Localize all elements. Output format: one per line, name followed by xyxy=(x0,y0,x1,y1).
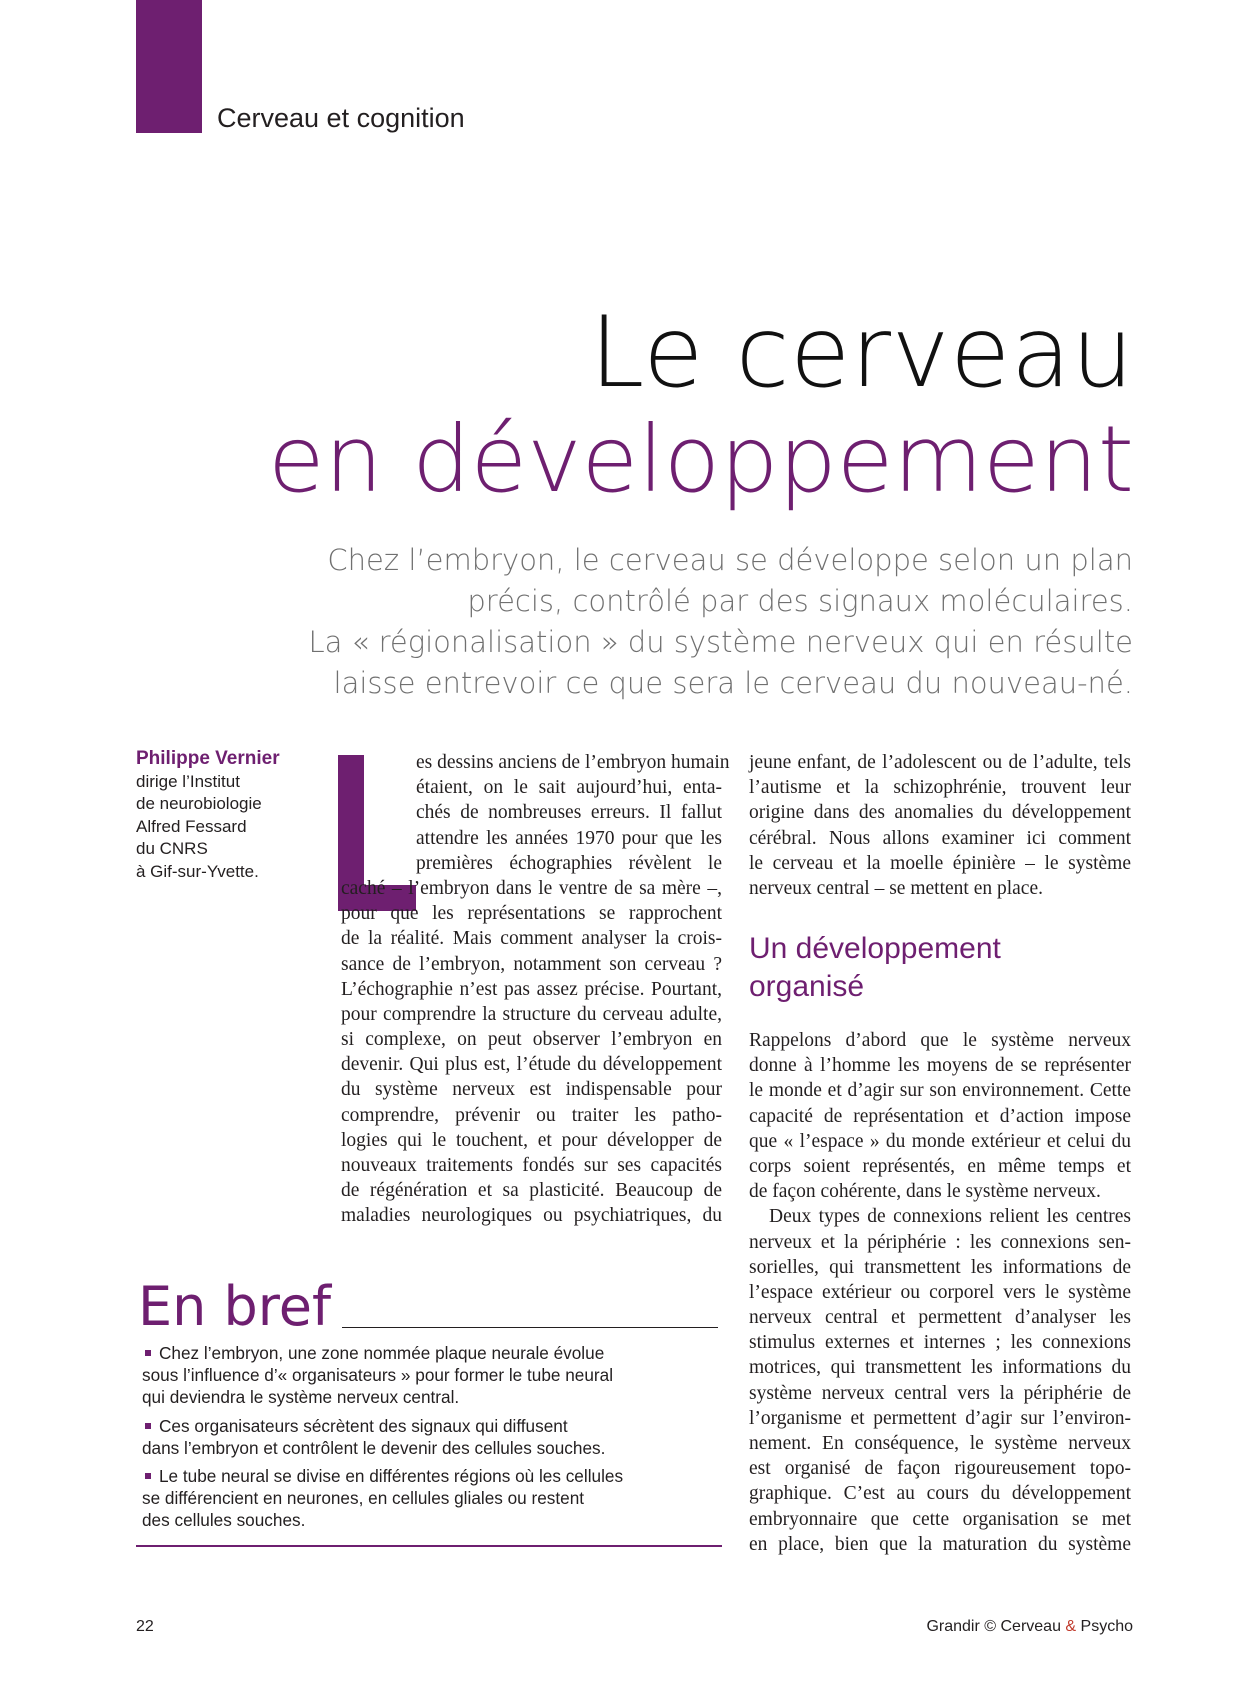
publication-prefix: Grandir © Cerveau xyxy=(926,1618,1066,1635)
body-line: chés de nombreuses erreurs. Il fallut xyxy=(416,802,722,824)
body-line: comprendre, prévenir ou traiter les patho- xyxy=(341,1104,722,1126)
author-affiliation-line: à Gif-sur-Yvette. xyxy=(136,861,259,881)
lead-line: laisse entrevoir ce que sera le cerveau du nouveau-né. xyxy=(333,666,1133,700)
article-title-line-1: Le cerveau xyxy=(589,296,1134,410)
body-line: corps soient représentés, en même temps et xyxy=(749,1155,1131,1177)
body-column-2 xyxy=(749,750,1131,901)
body-line: caché – l’embryon dans le ventre de sa mère –, xyxy=(341,877,722,899)
body-line: en place, bien que la maturation du système xyxy=(749,1533,1131,1555)
body-line: le monde et d’agir sur son environnement. Cette xyxy=(749,1080,1131,1102)
en-bref-line: se différencient en neurones, en cellules gliales ou restent xyxy=(142,1488,585,1509)
author-name: Philippe Vernier xyxy=(136,748,280,769)
body-line: pour comprendre la structure du cerveau adulte, xyxy=(341,1003,722,1025)
en-bref-item xyxy=(142,1415,702,1459)
en-bref-list xyxy=(142,1342,702,1538)
author-affiliation-line: de neurobiologie xyxy=(136,794,262,813)
body-line: attendre les années 1970 pour que les xyxy=(416,827,722,849)
en-bref-item xyxy=(142,1342,702,1409)
body-line: capacité de représentation et d’action impose xyxy=(749,1105,1131,1127)
section-color-bar xyxy=(136,0,202,133)
body-line: embryonnaire que cette organisation se met xyxy=(749,1508,1131,1530)
en-bref-title-rule xyxy=(342,1327,718,1328)
body-column-3 xyxy=(749,1028,1131,1557)
body-line: cérébral. Nous allons examiner ici comment xyxy=(749,827,1131,849)
en-bref-line: Ces organisateurs sécrètent des signaux qui diffusent xyxy=(159,1415,568,1436)
body-line: L’échographie n’est pas assez précise. Pourtant, xyxy=(341,978,722,1000)
body-line: de régénération et sa plasticité. Beaucoup de xyxy=(341,1180,722,1202)
body-line: pour que les représentations se rapprochent xyxy=(341,903,722,925)
square-bullet-icon xyxy=(145,1350,151,1356)
square-bullet-icon xyxy=(145,1473,151,1479)
publication-suffix: Psycho xyxy=(1076,1618,1133,1635)
publication-name xyxy=(926,1618,1133,1636)
subheading-line: organisé xyxy=(749,970,865,1003)
body-line: devenir. Qui plus est, l’étude du développement xyxy=(341,1054,722,1076)
en-bref-line: Le tube neural se divise en différentes régions où les cellules xyxy=(159,1466,624,1487)
body-line: origine dans des anomalies du développement xyxy=(749,802,1131,824)
body-line: de façon cohérente, dans le système nerveux. xyxy=(749,1181,1101,1203)
body-line: sance de l’embryon, notamment son cerveau ? xyxy=(341,953,722,975)
page-number: 22 xyxy=(136,1618,154,1635)
body-column-1 xyxy=(341,750,730,1229)
en-bref-line: des cellules souches. xyxy=(142,1510,306,1531)
publication-ampersand: & xyxy=(1065,1618,1077,1635)
body-line: nerveux central – se mettent en place. xyxy=(749,877,1043,899)
body-line: nouveaux traitements fondés sur ses capacités xyxy=(341,1155,722,1176)
body-line: l’espace extérieur ou corporel vers le système xyxy=(749,1281,1131,1303)
body-line: étaient, on le sait aujourd’hui, enta- xyxy=(416,777,722,799)
body-line: nerveux et la périphérie : les connexions sen- xyxy=(749,1231,1131,1253)
section-subheading xyxy=(749,930,1001,1006)
en-bref-title: En bref xyxy=(138,1275,332,1338)
body-line: premières échographies révèlent le xyxy=(416,852,722,874)
article-title-line-2: en développement xyxy=(267,406,1134,513)
body-line: le cerveau et la moelle épinière – le système xyxy=(749,852,1131,874)
body-line: nement. En conséquence, le système nerveux xyxy=(749,1433,1131,1454)
en-bref-line: qui deviendra le système nerveux central. xyxy=(142,1387,460,1408)
body-line: jeune enfant, de l’adolescent ou de l’adulte, tels xyxy=(749,752,1131,773)
body-line: logies qui le touchent, et pour développer de xyxy=(341,1129,722,1151)
body-line: es dessins anciens de l’embryon humain xyxy=(416,752,730,773)
author-affiliation-line: du CNRS xyxy=(136,839,208,858)
body-line: nerveux central et permettent d’analyser les xyxy=(749,1307,1131,1329)
body-line: de la réalité. Mais comment analyser la crois- xyxy=(341,928,722,950)
body-line: l’organisme et permettent d’agir sur l’environ- xyxy=(749,1407,1131,1429)
author-affiliation-line: dirige l’Institut xyxy=(136,771,240,791)
body-line: si complexe, on peut observer l’embryon en xyxy=(341,1029,722,1051)
author-block xyxy=(136,748,336,883)
article-lead xyxy=(293,540,1133,704)
en-bref-item xyxy=(142,1465,702,1532)
en-bref-line: Chez l’embryon, une zone nommée plaque neurale évolue xyxy=(159,1343,605,1363)
subheading-line: Un développement xyxy=(749,932,1001,965)
body-line: stimulus externes et internes ; les connexions xyxy=(749,1332,1131,1354)
en-bref-line: sous l’influence d’« organisateurs » pour former le tube neural xyxy=(142,1365,614,1386)
lead-line: précis, contrôlé par des signaux moléculaires. xyxy=(467,584,1133,618)
body-line: système nerveux central vers la périphérie de xyxy=(749,1382,1131,1404)
body-line: que « l’espace » du monde extérieur et celui du xyxy=(749,1130,1131,1152)
square-bullet-icon xyxy=(145,1423,151,1429)
en-bref-line: dans l’embryon et contrôlent le devenir des cellules souches. xyxy=(142,1437,606,1458)
body-line: Rappelons d’abord que le système nerveux xyxy=(749,1030,1131,1051)
body-line: sorielles, qui transmettent les informations de xyxy=(749,1256,1131,1278)
lead-line: La « régionalisation » du système nerveux qui en résulte xyxy=(308,625,1133,659)
body-line: graphique. C’est au cours du développement xyxy=(749,1483,1131,1505)
section-label: Cerveau et cognition xyxy=(217,103,465,133)
body-line: Deux types de connexions relient les centres xyxy=(769,1206,1131,1228)
body-line: l’autisme et la schizophrénie, trouvent leur xyxy=(749,777,1131,799)
lead-line: Chez l’embryon, le cerveau se développe selon un plan xyxy=(327,543,1133,577)
en-bref-bottom-rule xyxy=(136,1545,722,1547)
body-line: donne à l’homme les moyens de se représenter xyxy=(749,1055,1131,1077)
body-line: motrices, qui transmettent les informations du xyxy=(749,1357,1131,1379)
body-line: est organisé de façon rigoureusement topo- xyxy=(749,1458,1131,1480)
body-line: du système nerveux est indispensable pour xyxy=(341,1079,722,1101)
body-line: maladies neurologiques ou psychiatriques, du xyxy=(341,1205,722,1227)
author-affiliation-line: Alfred Fessard xyxy=(136,816,247,836)
